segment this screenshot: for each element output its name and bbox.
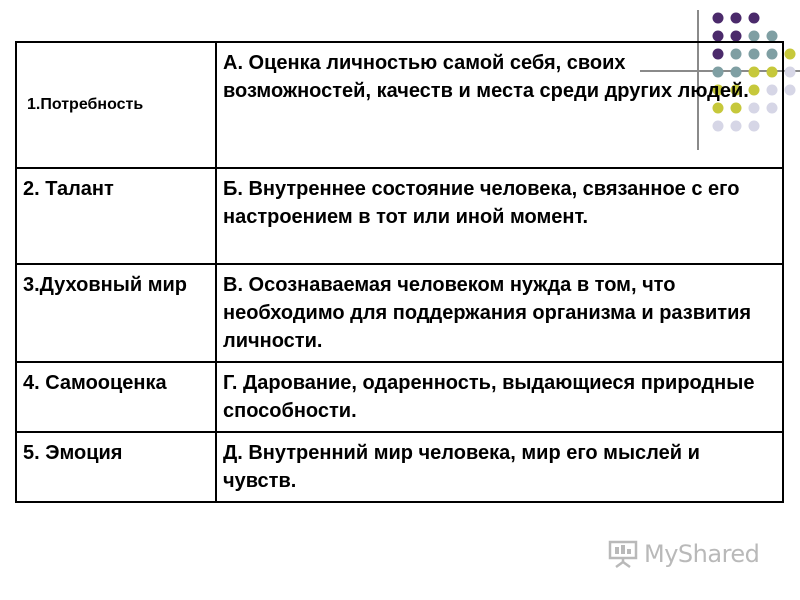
watermark-text: MyShared bbox=[644, 540, 760, 568]
table-row bbox=[16, 168, 783, 264]
definition-cell: В. Осознаваемая человеком нужда в том, что необходимо для поддержания организма и развития личности. bbox=[216, 264, 783, 362]
table-row bbox=[16, 264, 783, 362]
term-cell: 2. Талант bbox=[16, 168, 216, 264]
definition-cell: Б. Внутреннее состояние человека, связанное с его настроением в тот или иной момент. bbox=[216, 168, 783, 264]
table-row bbox=[16, 362, 783, 432]
definition-cell: Г. Дарование, одаренность, выдающиеся природные способности. bbox=[216, 362, 783, 432]
term-cell: 1.Потребность bbox=[16, 42, 216, 168]
matching-table bbox=[15, 41, 784, 503]
presentation-board-icon bbox=[608, 539, 638, 569]
term-cell: 4. Самооценка bbox=[16, 362, 216, 432]
definition-cell: А. Оценка личностью самой себя, своих возможностей, качеств и места среди других людей. bbox=[216, 42, 783, 168]
watermark bbox=[608, 536, 759, 572]
table-row bbox=[16, 42, 783, 168]
definition-cell: Д. Внутренний мир человека, мир его мыслей и чувств. bbox=[216, 432, 783, 502]
table-row bbox=[16, 432, 783, 502]
term-cell: 3.Духовный мир bbox=[16, 264, 216, 362]
term-cell: 5. Эмоция bbox=[16, 432, 216, 502]
